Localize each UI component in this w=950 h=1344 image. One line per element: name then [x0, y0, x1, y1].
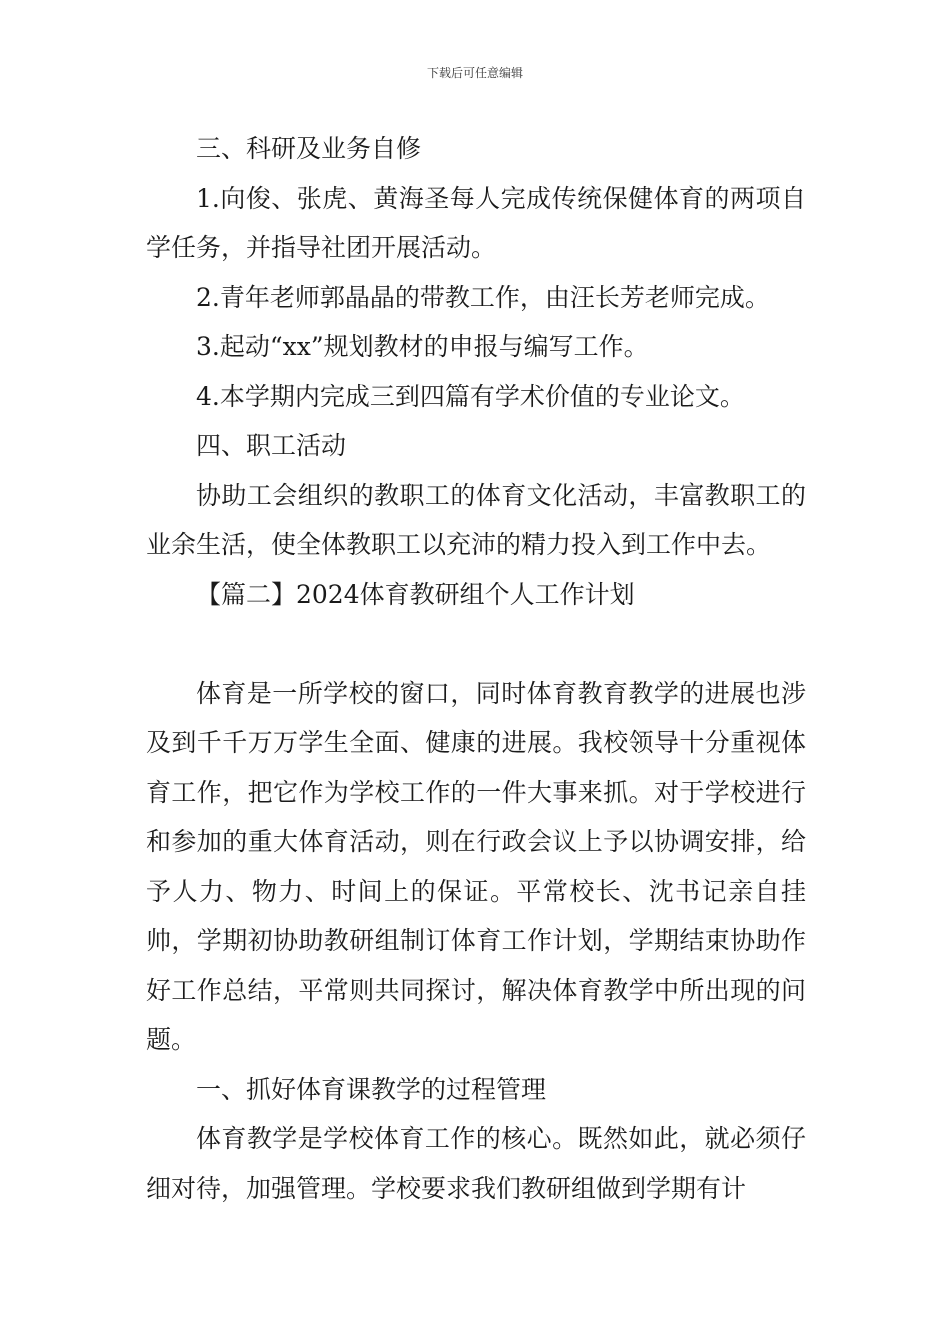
paragraph-item-3: 3.起动“xx”规划教材的申报与编写工作。 [196, 332, 649, 361]
chapter-title: 【篇二】2024体育教研组个人工作计划 [196, 579, 635, 609]
paragraph-item-2: 2.青年老师郭晶晶的带教工作，由汪长芳老师完成。 [196, 282, 770, 312]
paragraph-item-4: 4.本学期内完成三到四篇有学术价值的专业论文。 [196, 381, 745, 411]
paragraph-intro: 体育是一所学校的窗口，同时体育教育教学的进展也涉及到千千万万学生全面、健康的进展。我校领导十分重视体育工作，把它作为学校工作的一件大事来抓。对于学校进行和参加的重大体育活动，则在行政会议上予以协调安排，给予人力、物力、时间上的保证。平常校长、沈书记亲自挂帅，学期初协助教研组制订体育工作计划，学期结束协助作好工作总结，平常则共同探讨，解决体育教学中所出现的问题。 [146, 678, 806, 1054]
section-heading-research: 三、科研及业务自修 [196, 134, 422, 163]
page-header: 下载后可任意编辑 [426, 66, 523, 80]
paragraph-staff-activities: 协助工会组织的教职工的体育文化活动，丰富教职工的业余生活，使全体教职工以充沛的精力投入到工作中去。 [146, 480, 806, 559]
section-heading-staff-activities: 四、职工活动 [196, 431, 347, 460]
section-heading-teaching-management: 一、抓好体育课教学的过程管理 [196, 1074, 547, 1104]
blank-line [146, 619, 806, 669]
document-body [146, 124, 806, 1213]
paragraph-item-1: 1.向俊、张虎、黄海圣每人完成传统保健体育的两项自学任务，并指导社团开展活动。 [146, 183, 806, 262]
paragraph-teaching-core: 体育教学是学校体育工作的核心。既然如此，就必须仔细对待，加强管理。学校要求我们教研组做到学期有计 [146, 1124, 806, 1203]
